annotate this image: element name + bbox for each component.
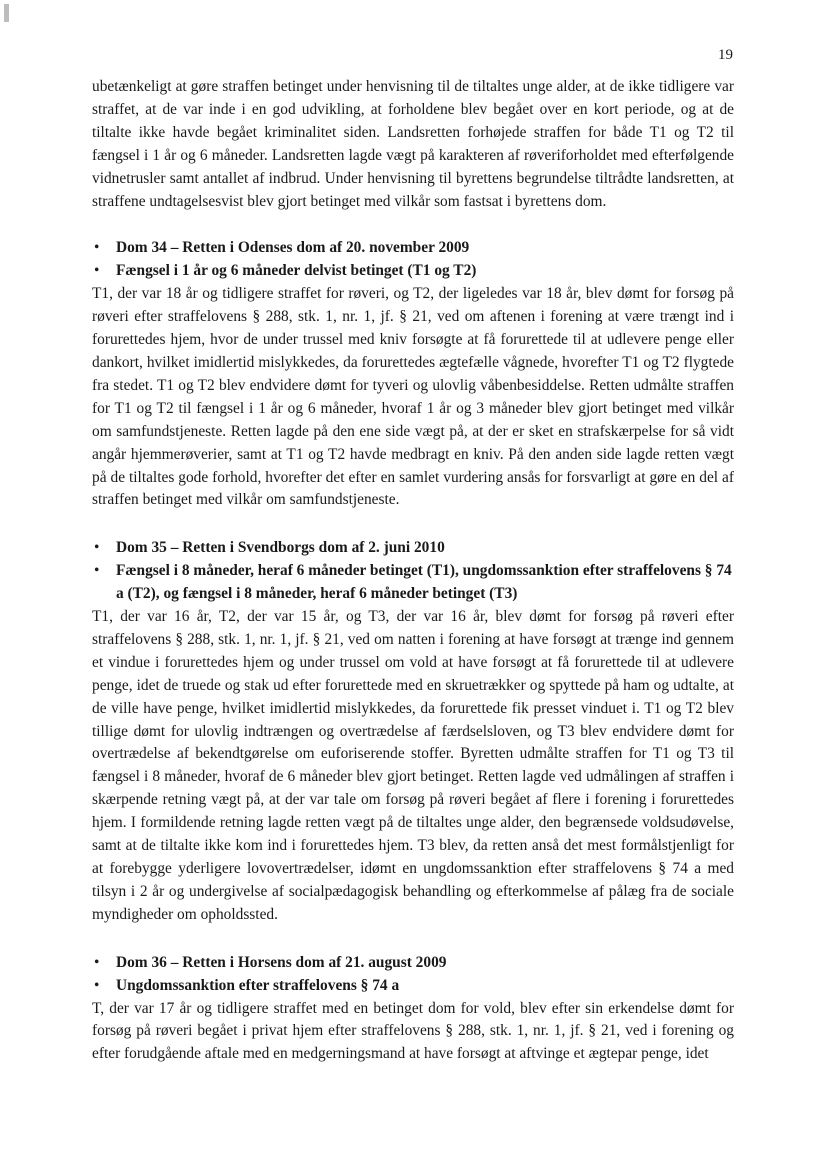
case-34-sanction: • Fængsel i 1 år og 6 måneder delvist betinget (T1 og T2) — [92, 260, 734, 283]
intro-paragraph: ubetænkeligt at gøre straffen betinget under henvisning til de tiltaltes unge alder, at de ikke tidligere var straffet, at de var inde i en god udvikling, at forholdene blev begået over en kort periode, og at de tiltalte ikke havde begået kriminalitet siden. Landsretten forhøjede straffen for både T1 og T2 til fængsel i 1 år og 6 måneder. Landsretten lagde vægt på karakteren af røveriforholdet med efterfølgende vidnetrusler samt antallet af indbrud. Under henvisning til byrettens begrundelse tiltrådte landsretten, at straffene undtagelsesvist blev gjort betinget med vilkår som fastsat i byrettens dom. — [92, 78, 734, 210]
case-36-heading: • Dom 36 – Retten i Horsens dom af 21. august 2009 — [92, 952, 734, 975]
case-36-sanction: • Ungdomssanktion efter straffelovens § 74 a — [92, 975, 734, 998]
case-36-header — [92, 952, 734, 998]
case-34-heading: • Dom 34 – Retten i Odenses dom af 20. november 2009 — [92, 237, 734, 260]
scan-artifact — [4, 4, 9, 22]
case-34-header — [92, 237, 734, 283]
case-34-body: T1, der var 18 år og tidligere straffet for røveri, og T2, der ligeledes var 18 år, blev dømt for forsøg på røveri efter straffelovens § 288, stk. 1, nr. 1, jf. § 21, ved om aftenen i forening at være trængt ind i forurettedes hjem, hvor de under trussel med kniv forsøgte at få forurettede til at udlevere penge eller dankort, hvilket imidlertid mislykkedes, da forurettedes ægtefælle vågnede, hvorefter T1 og T2 flygtede fra stedet. T1 og T2 blev endvidere dømt for tyveri og ulovlig våbenbesiddelse. Retten udmålte straffen for T1 og T2 til fængsel i 1 år og 6 måneder, hvoraf 1 år og 3 måneder blev gjort betinget med vilkår om samfundstjeneste. Retten lagde på den ene side vægt på, at der er sket en strafskærpelse for så vidt angår hjemmerøverier, samt at T1 og T2 havde medbragt en kniv. På den anden side lagde retten vægt på de tiltaltes gode forhold, hvorefter det efter en samlet vurdering ansås for forsvarligt at gøre en del af straffen betinget med vilkår om samfundstjeneste. — [92, 285, 734, 509]
case-35-sanction: • Fængsel i 8 måneder, heraf 6 måneder betinget (T1), ungdomssanktion efter straffelovens § 74 a (T2), og fængsel i 8 måneder, heraf 6 måneder betinget (T3) — [92, 560, 734, 606]
case-35-heading: • Dom 35 – Retten i Svendborgs dom af 2. juni 2010 — [92, 537, 734, 560]
case-35-body: T1, der var 16 år, T2, der var 15 år, og T3, der var 16 år, blev dømt for forsøg på røveri efter straffelovens § 288, stk. 1, nr. 1, jf. § 21, ved om natten i forening at have forsøgt at trænge ind gennem et vindue i forurettedes hjem og under trussel om vold at have forsøgt at få forurettede til at udlevere penge, idet de truede og stak ud efter forurettede med en skruetrækker og spyttede på ham og udtalte, at de ville have penge, hvilket imidlertid mislykkedes, da forurettede fik presset vinduet i. T1 og T2 blev tillige dømt for ulovlig indtrængen og overtrædelse af færdselsloven, og T3 blev endvidere dømt for overtrædelse af bekendtgørelse om euforiserende stoffer. Byretten udmålte straffen for T1 og T3 til fængsel i 8 måneder, hvoraf de 6 måneder blev gjort betinget. Retten lagde ved udmålingen af straffen i skærpende retning vægt på, at der var tale om forsøg på røveri begået af flere i forening i forurettedes hjem. I formildende retning lagde retten vægt på de tiltaltes unge alder, den begrænsede voldsudøvelse, samt at de tiltalte ikke kom ind i forurettedes hjem. T3 blev, da retten anså det mest formålstjenligt for at forebygge yderligere lovovertrædelser, idømt en ungdomssanktion efter straffelovens § 74 a med tilsyn i 2 år og undergivelse af socialpædagogisk behandling og efterkommelse af pålæg fra de sociale myndigheder om opholdssted. — [92, 608, 734, 923]
case-35-header — [92, 537, 734, 606]
page-number: 19 — [718, 47, 733, 63]
page-content — [92, 76, 734, 1066]
case-36-body: T, der var 17 år og tidligere straffet med en betinget dom for vold, blev efter sin erkendelse dømt for forsøg på røveri begået i privat hjem efter straffelovens § 288, stk. 1, nr. 1, jf. § 21, ved i forening og efter forudgående aftale med en medgerningsmand at have forsøgt at aftvinge et ægtepar penge, idet — [92, 999, 734, 1063]
